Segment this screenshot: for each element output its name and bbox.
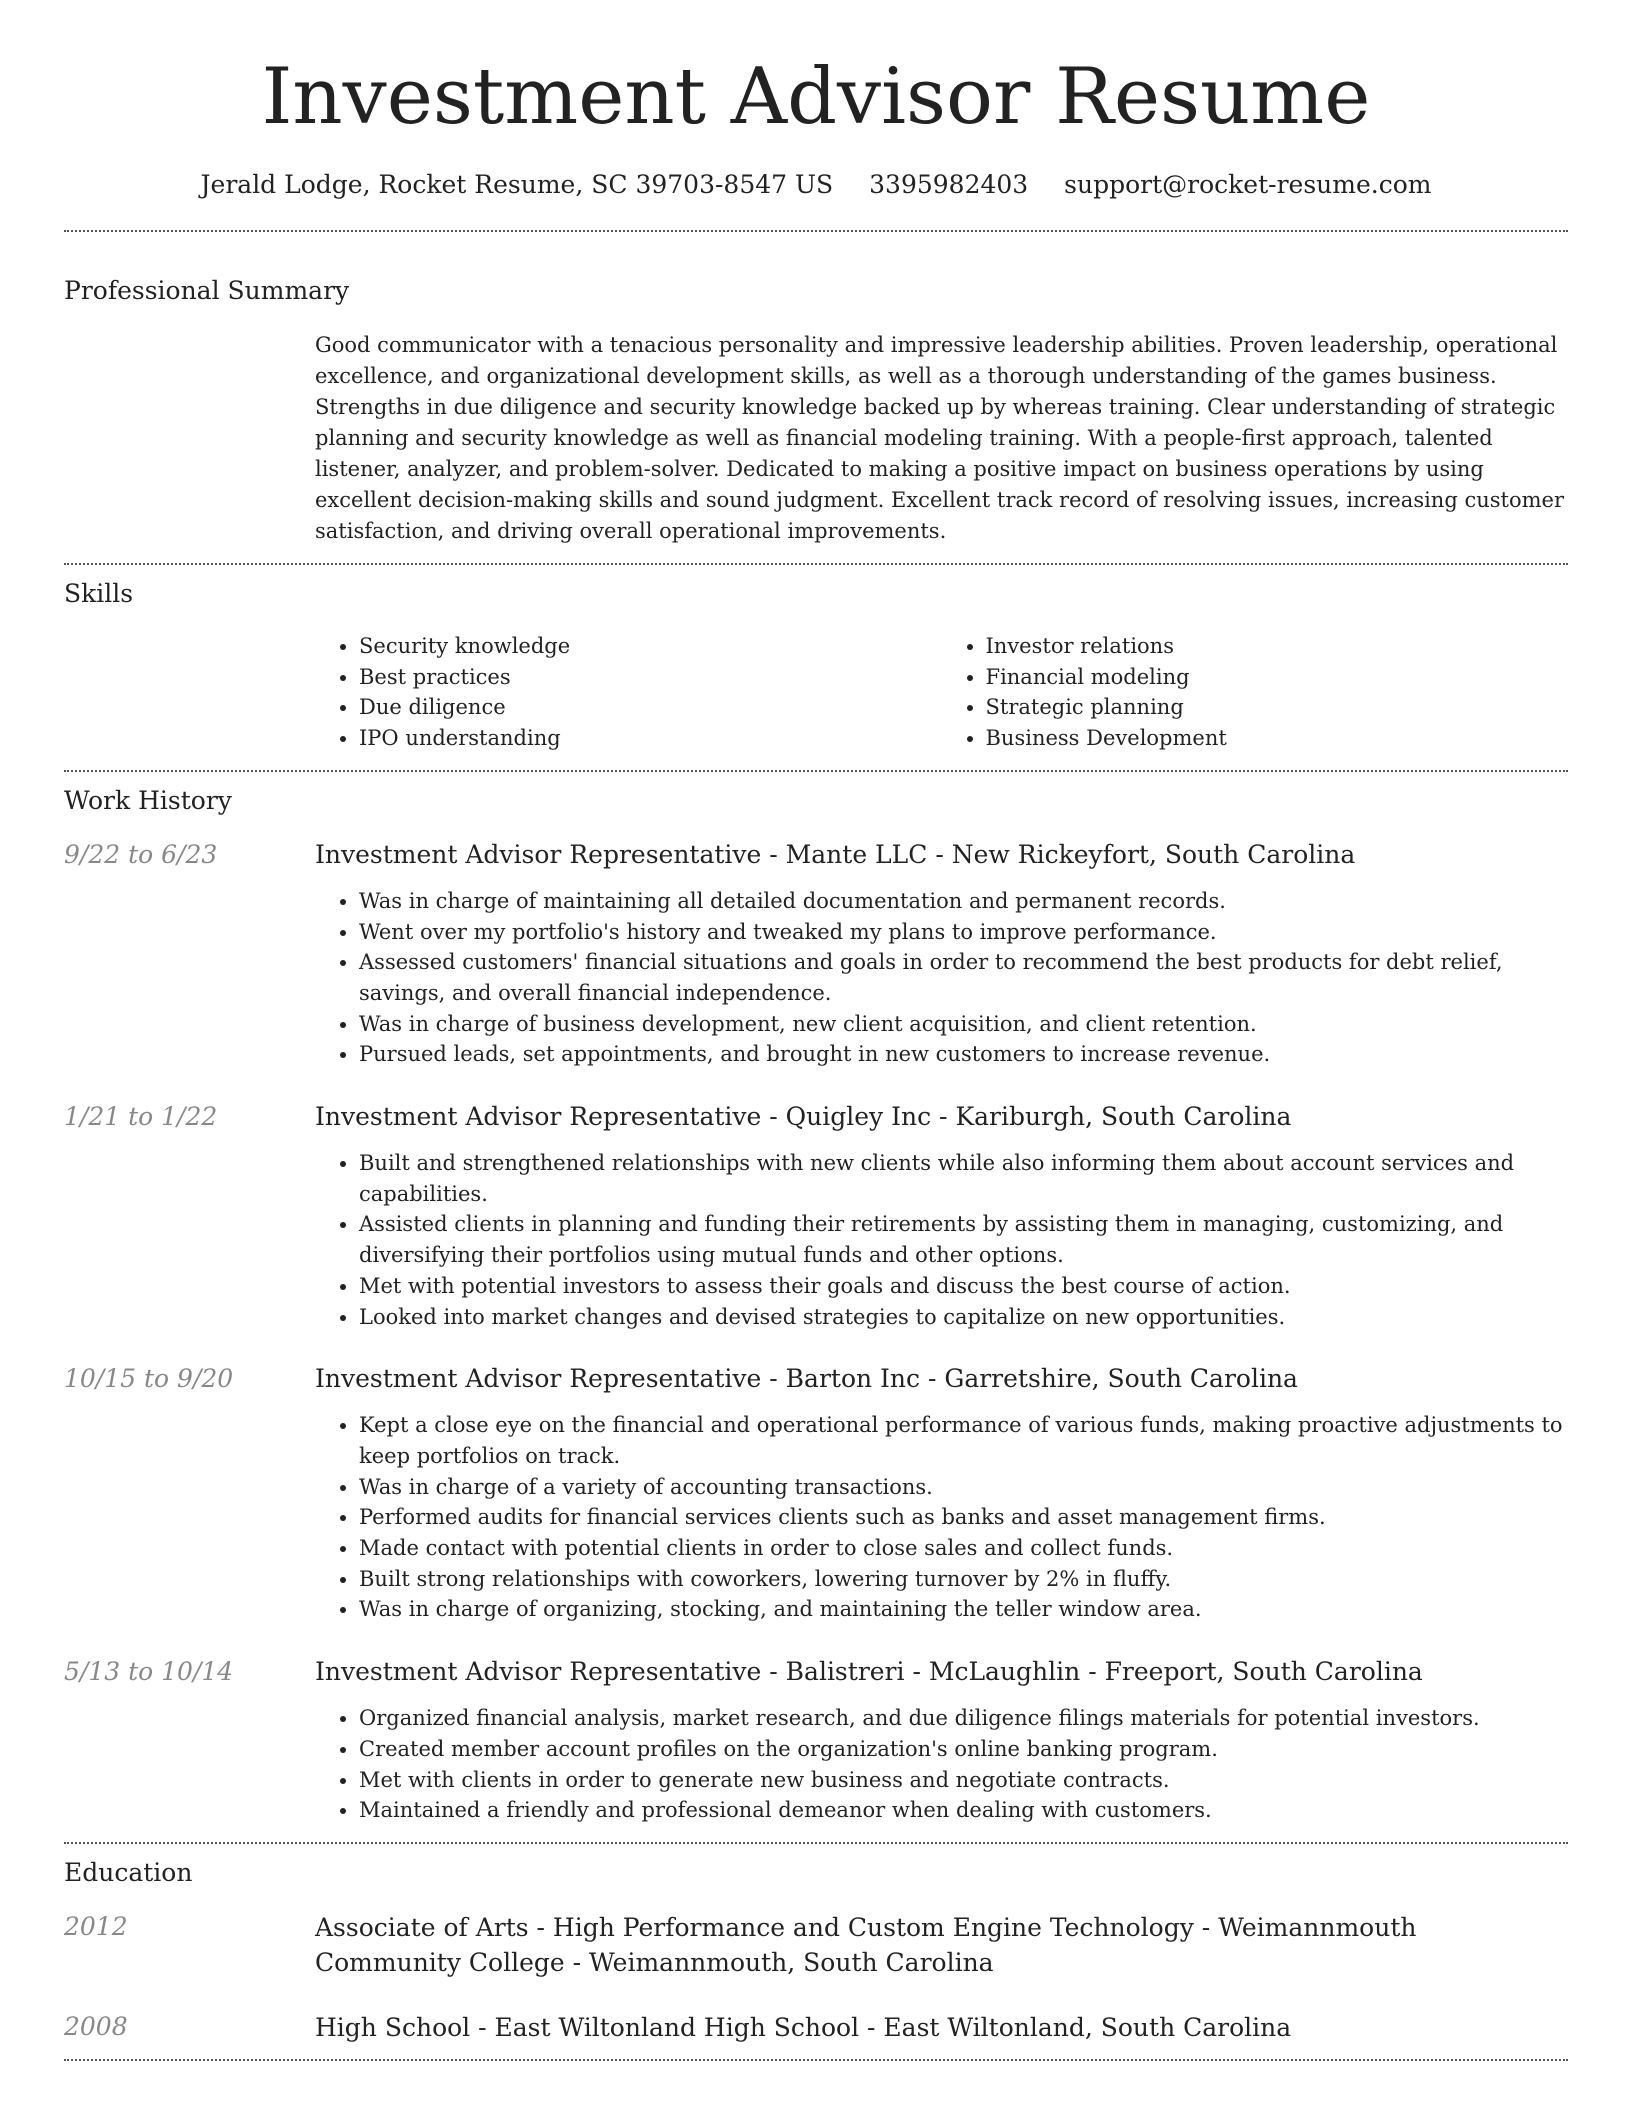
job-title [315,1100,1568,1134]
job-body [315,1100,1568,1332]
job-role: Investment Advisor Representative [315,1102,762,1132]
contact-phone: 3395982403 [869,170,1029,199]
job-role: Investment Advisor Representative [315,839,762,869]
skill-item: • Financial modeling [986,662,1569,693]
summary-section [315,330,1568,547]
skills-heading: Skills [64,579,134,608]
job-entry [64,1362,1568,1625]
job-dates: 5/13 to 10/14 [64,1657,234,1687]
job-bullet: • Organized financial analysis, market research, and due diligence filings materials for potential investors. [359,1703,1480,1734]
education-title [315,1910,1568,1980]
job-details: - Balistreri - McLaughlin - Freeport, South Carolina [761,1657,1423,1687]
skill-item: • Best practices [359,662,942,693]
job-role: Investment Advisor Representative [315,1364,762,1394]
job-bullets [315,886,1568,1070]
education-body [315,2010,1291,2045]
job-title [315,1655,1480,1689]
skill-item: • Investor relations [986,631,1569,662]
skills-list-left [315,631,942,754]
job-bullet: • Kept a close eye on the financial and operational performance of various funds, making proactive adjustments to keep portfolios on track. [359,1410,1568,1471]
education-degree: High School [315,2012,471,2042]
job-bullet: • Maintained a friendly and professional demeanor when dealing with customers. [359,1795,1480,1826]
job-bullet: • Assisted clients in planning and funding their retirements by assisting them in managing, customizing, and diversifying their portfolios using mutual funds and other options. [359,1209,1568,1270]
education-year: 2008 [64,2011,128,2041]
divider [64,563,1568,565]
job-details: - Mante LLC - New Rickeyfort, South Carolina [761,839,1356,869]
job-role: Investment Advisor Representative [315,1657,762,1687]
job-bullets [315,1148,1568,1332]
education-heading: Education [64,1857,193,1887]
contact-email: support@rocket-resume.com [1064,170,1432,199]
job-bullet: • Was in charge of business development, new client acquisition, and client retention. [359,1009,1568,1040]
job-body [315,838,1568,1070]
divider [64,770,1568,772]
job-entry [64,1655,1568,1826]
skill-item: • Due diligence [359,692,942,723]
skill-item: • IPO understanding [359,723,942,754]
job-title [315,1362,1568,1396]
job-bullet: • Assessed customers' financial situations and goals in order to recommend the best products for debt relief, savings, and overall financial independence. [359,947,1568,1008]
resume-title: Investment Advisor Resume [261,52,1371,142]
education-entry [64,1910,1568,1980]
job-bullet: • Was in charge of organizing, stocking, and maintaining the teller window area. [359,1594,1568,1625]
job-body [315,1655,1480,1826]
job-entry [64,1100,1568,1332]
education-body [315,1910,1568,1980]
job-bullet: • Looked into market changes and devised strategies to capitalize on new opportunities. [359,1302,1568,1333]
skill-item: • Security knowledge [359,631,942,662]
resume-page [64,0,1568,2061]
summary-text: Good communicator with a tenacious personality and impressive leadership abilities. Proven leadership, operational excellence, and organizational development skills, as well as a thorough understanding of the games business. Strengths in due diligence and security knowledge backed up by whereas training. Clear understanding of strategic planning and security knowledge as well as financial modeling training. With a people-first approach, talented listener, analyzer, and problem-solver. Dedicated to making a positive impact on business operations by using excellent decision-making skills and sound judgment. Excellent track record of resolving issues, increasing customer satisfaction, and driving overall operational improvements. [315,333,1564,543]
job-bullets [315,1703,1480,1826]
job-bullet: • Was in charge of a variety of accounting transactions. [359,1472,1568,1503]
job-bullet: • Met with potential investors to assess their goals and discuss the best course of action. [359,1271,1568,1302]
divider [64,2059,1568,2061]
education-title [315,2010,1291,2045]
job-bullet: • Performed audits for financial services clients such as banks and asset management firms. [359,1502,1568,1533]
job-dates: 9/22 to 6/23 [64,839,218,869]
education-details: - East Wiltonland High School - East Wiltonland, South Carolina [470,2012,1292,2042]
summary-heading: Professional Summary [64,276,350,305]
education-degree: Associate of Arts [315,1912,529,1942]
job-bullets [315,1410,1568,1625]
contact-line [64,170,1568,200]
job-details: - Barton Inc - Garretshire, South Carolina [761,1364,1298,1394]
divider [64,230,1568,232]
job-dates: 1/21 to 1/22 [64,1102,218,1132]
education-entry [64,2010,1568,2045]
skill-item: • Business Development [986,723,1569,754]
work-heading: Work History [64,785,232,815]
job-bullet: • Built strong relationships with coworkers, lowering turnover by 2% in fluffy. [359,1564,1568,1595]
skill-item: • Strategic planning [986,692,1569,723]
job-title [315,838,1568,872]
job-bullet: • Built and strengthened relationships with new clients while also informing them about account services and capabilities. [359,1148,1568,1209]
job-details: - Quigley Inc - Kariburgh, South Carolina [761,1102,1292,1132]
job-bullet: • Was in charge of maintaining all detailed documentation and permanent records. [359,886,1568,917]
job-bullet: • Went over my portfolio's history and tweaked my plans to improve performance. [359,917,1568,948]
skills-list-right [942,631,1569,754]
divider [64,1842,1568,1844]
job-body [315,1362,1568,1625]
contact-address: Jerald Lodge, Rocket Resume, SC 39703-8547 US [200,170,834,199]
job-bullet: • Pursued leads, set appointments, and brought in new customers to increase revenue. [359,1039,1568,1070]
job-bullet: • Created member account profiles on the organization's online banking program. [359,1734,1480,1765]
job-bullet: • Made contact with potential clients in order to close sales and collect funds. [359,1533,1568,1564]
job-entry [64,838,1568,1070]
job-bullet: • Met with clients in order to generate new business and negotiate contracts. [359,1765,1480,1796]
education-details: - High Performance and Custom Engine Technology - Weimannmouth Community College - Weimannmouth, South Carolina [315,1912,1417,1977]
job-dates: 10/15 to 9/20 [64,1364,234,1394]
education-year: 2012 [64,1911,128,1941]
skills-section [315,631,1568,754]
